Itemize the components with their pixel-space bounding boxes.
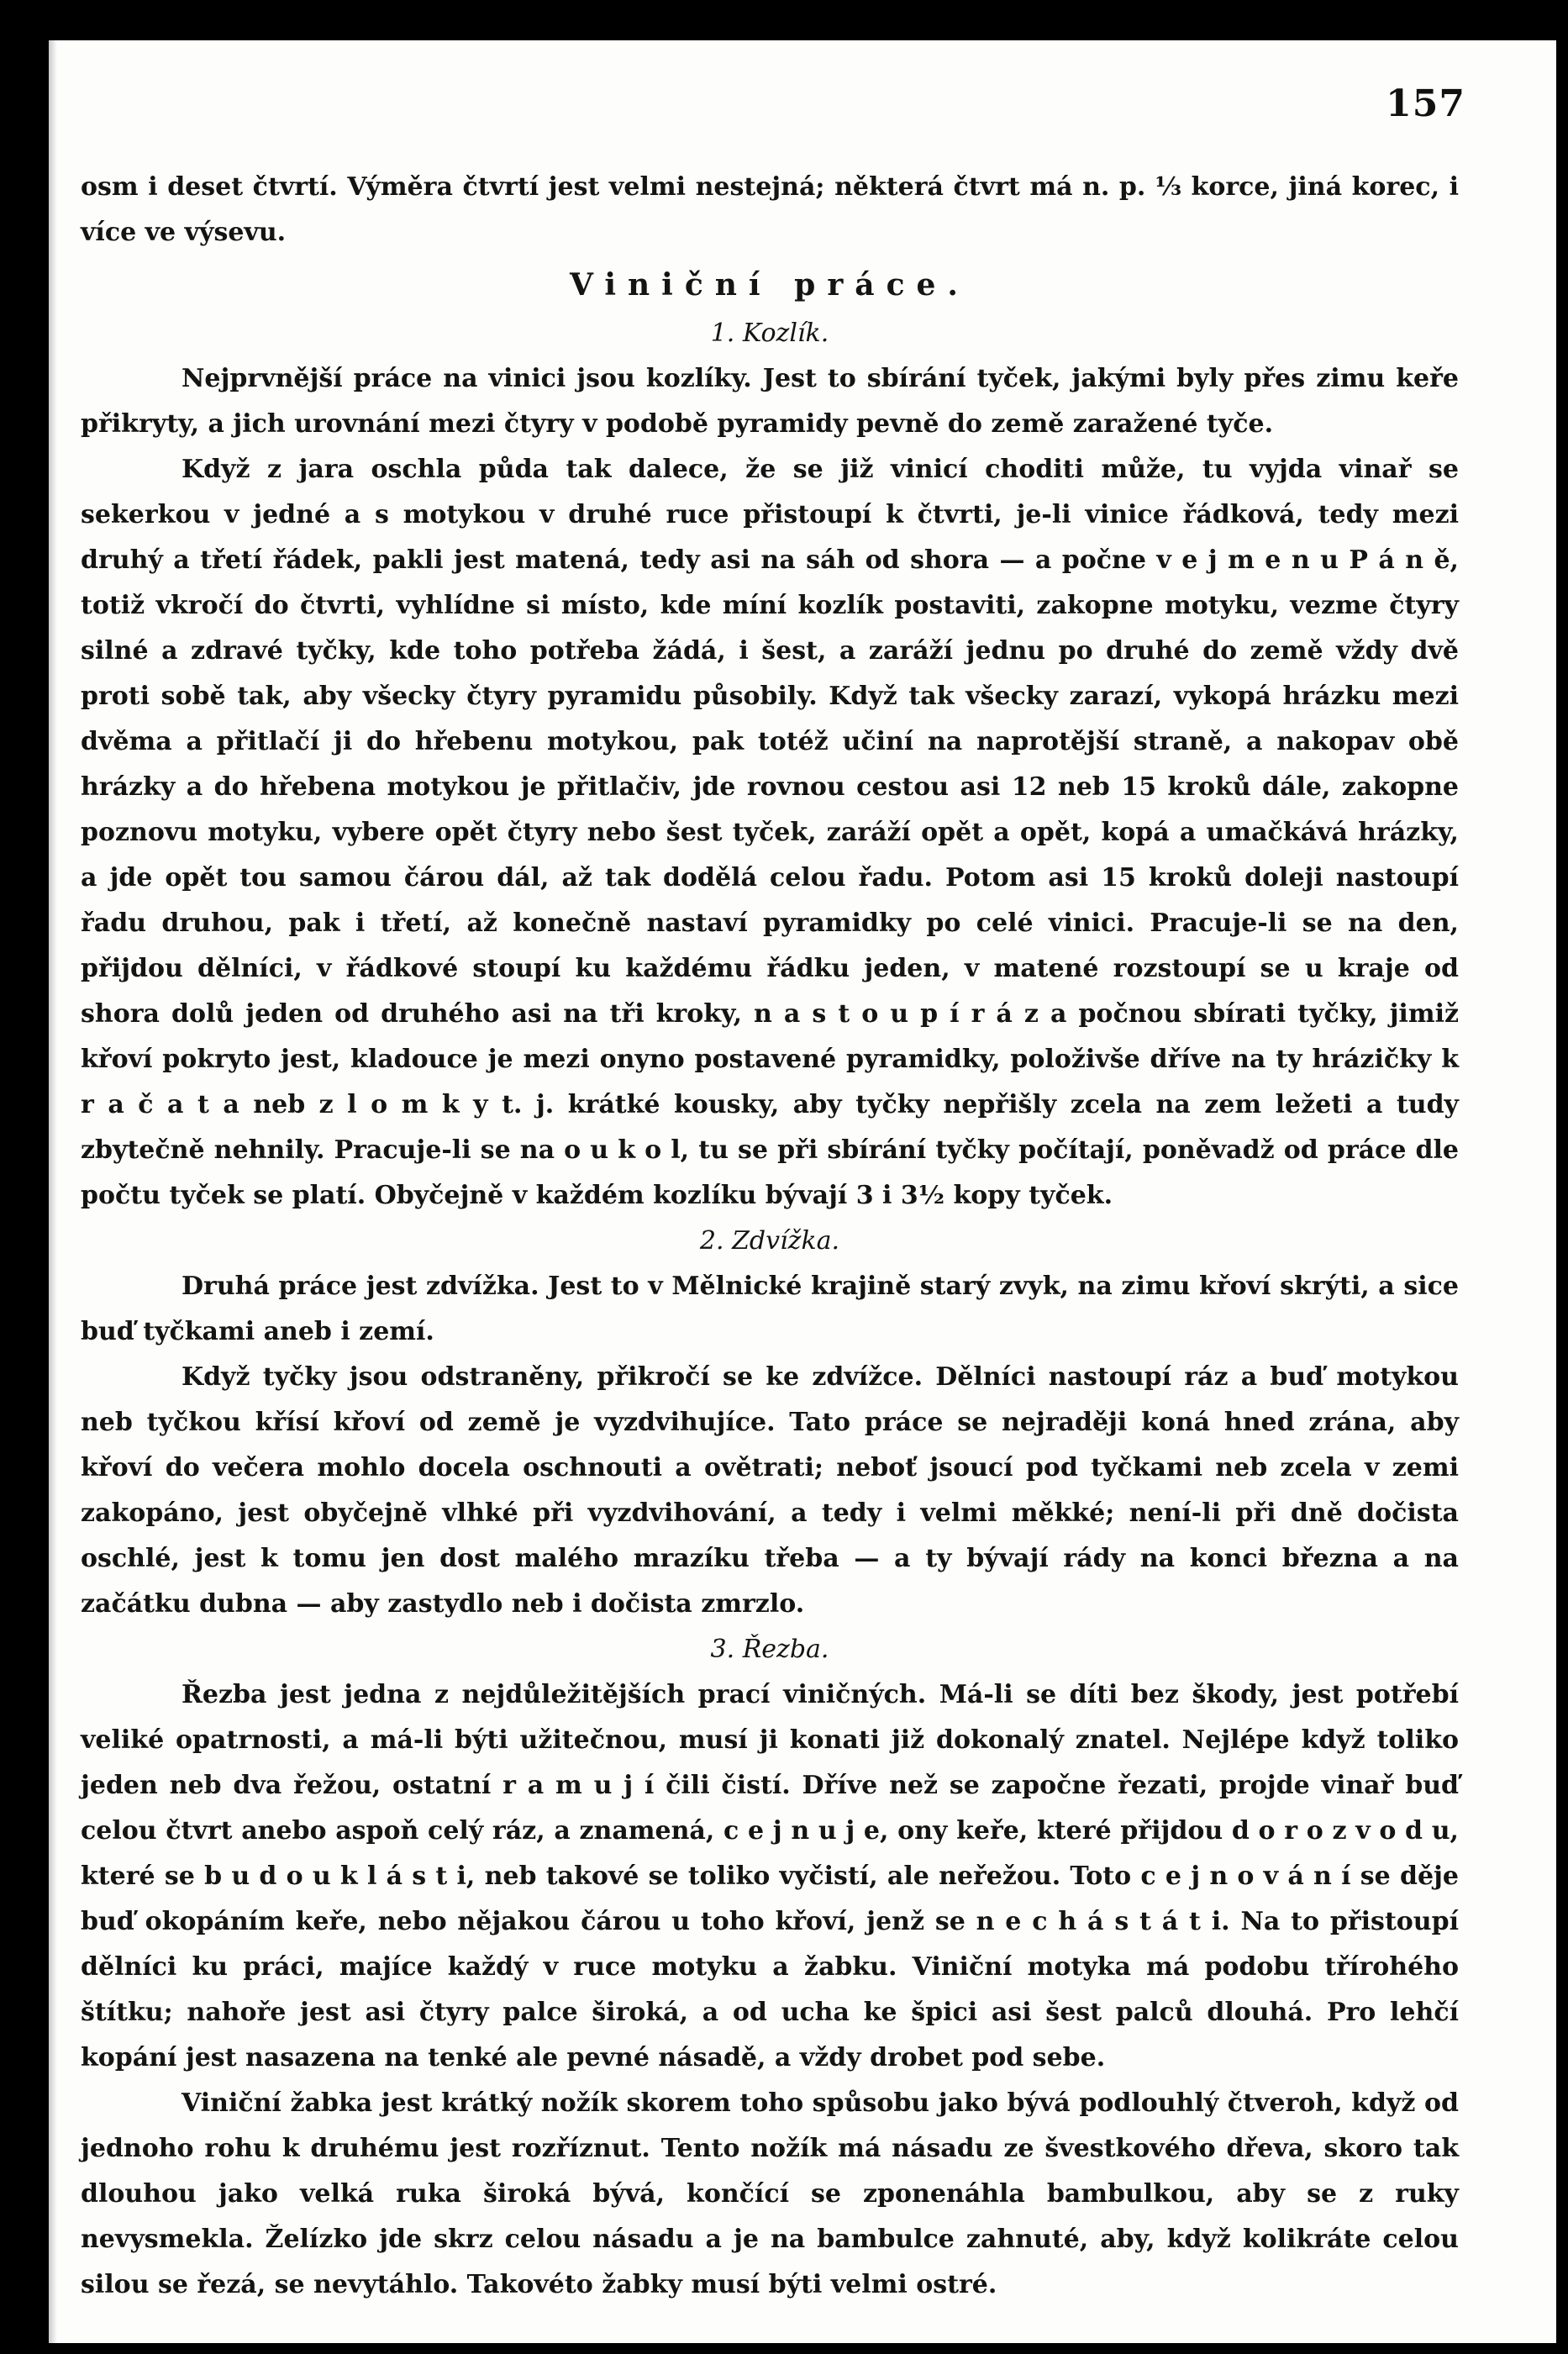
intro-paragraph: osm i deset čtvrtí. Výměra čtvrtí jest velmi nestejná; některá čtvrt má n. p. ⅓ korce, jiná korec, i více ve výsevu.: [81, 172, 1459, 247]
paragraph: Nejprvnější práce na vinici jsou kozlíky. Jest to sbírání tyček, jakými byly přes zimu keře přikryty, a jich urovnání mezi čtyry v podobě pyramidy pevně do země zaražené tyče.: [81, 364, 1459, 439]
section-heading-rezba: 3. Řezba.: [710, 1635, 829, 1664]
section-heading-zdvizka: 2. Zdvížka.: [699, 1226, 840, 1256]
paragraph: Druhá práce jest zdvížka. Jest to v Mělnické krajině starý zvyk, na zimu křoví skrýti, a sice buď tyčkami aneb i zemí.: [81, 1272, 1459, 1346]
paragraph: Když z jara oschla půda tak dalece, že se již vinicí choditi může, tu vyjda vinař se sekerkou v jedné a s motykou v druhé ruce přistoupí k čtvrti, je-li vinice řádková, tedy mezi druhý a třetí řádek, pakli jest matená, tedy asi na sáh od shora — a počne v e j m e n u P á n ě, totiž vkročí do čtvrti, vyhlídne si místo, kde míní kozlík postaviti, zakopne motyku, vezme čtyry silné a zdravé tyčky, kde toho potřeba žádá, i šest, a zaráží jednu po druhé do země vždy dvě proti sobě tak, aby všecky čtyry pyramidu působily. Když tak všecky zarazí, vykopá hrázku mezi dvěma a přitlačí ji do hřebenu motykou, pak totéž učiní na naprotější straně, a nakopav obě hrázky a do hřebena motykou je přitlačiv, jde rovnou cestou asi 12 neb 15 kroků dále, zakopne poznovu motyku, vybere opět čtyry nebo šest tyček, zaráží opět a opět, kopá a umačkává hrázky, a jde opět tou samou čárou dál, až tak dodělá celou řadu. Potom asi 15 kroků doleji nastoupí řadu druhou, pak i třetí, až konečně nastaví pyramidky po celé vinici. Pracuje-li se na den, přijdou dělníci, v řádkové stoupí ku každému řádku jeden, v matené rozstoupí se u kraje od shora dolů jeden od druhého asi na tři kroky, n a s t o u p í r á z a počnou sbírati tyčky, jimiž křoví pokryto jest, kladouce je mezi onyno postavené pyramidky, položivše dříve na ty hrázičky k r a č a t a neb z l o m k y t. j. krátké kousky, aby tyčky nepřišly zcela na zem ležeti a tudy zbytečně nehnily. Pracuje-li se na o u k o l, tu se při sbírání tyčky počítají, poněvadž od práce dle počtu tyček se platí. Obyčejně v každém kozlíku bývají 3 i 3½ kopy tyček.: [81, 455, 1459, 1210]
page-body: [81, 165, 1459, 2308]
paragraph: Když tyčky jsou odstraněny, přikročí se ke zdvížce. Dělníci nastoupí ráz a buď motykou neb tyčkou křísí křoví od země je vyzdvihujíce. Tato práce se nejraději koná hned zrána, aby křoví do večera mohlo docela oschnouti a ovětrati; neboť jsoucí pod tyčkami neb zcela v zemi zakopáno, jest obyčejně vlhké při vyzdvihování, a tedy i velmi měkké; není-li při dně dočista oschlé, jest k tomu jen dost malého mrazíku třeba — a ty bývají rády na konci března a na začátku dubna — aby zastydlo neb i dočista zmrzlo.: [81, 1362, 1459, 1619]
page-edge-shadow: [49, 40, 57, 2343]
paragraph: Viniční žabka jest krátký nožík skorem toho spůsobu jako bývá podlouhlý čtveroh, když od jednoho rohu k druhému jest rozříznut. Tento nožík má násadu ze švestkového dřeva, skoro tak dlouhou jako velká ruka široká bývá, končící se zponenáhla bambulkou, aby se z ruky nevysmekla. Želízko jde skrz celou násadu a je na bambulce zahnuté, aby, když kolikráte celou silou se řezá, se nevytáhlo. Takovéto žabky musí býti velmi ostré.: [81, 2088, 1459, 2299]
page-number: 157: [1386, 82, 1465, 125]
chapter-title: Viniční práce.: [570, 267, 970, 303]
paragraph: Řezba jest jedna z nejdůležitějších prací viničných. Má-li se díti bez škody, jest potřebí veliké opatrnosti, a má-li býti užitečnou, musí ji konati již dokonalý znatel. Nejlépe když toliko jeden neb dva řežou, ostatní r a m u j í čili čistí. Dříve než se započne řezati, projde vinař buď celou čtvrt anebo aspoň celý ráz, a znamená, c e j n u j e, ony keře, které přijdou d o r o z v o d u, které se b u d o u k l á s t i, neb takové se toliko vyčistí, ale neřežou. Toto c e j n o v á n í se děje buď okopáním keře, nebo nějakou čárou u toho křoví, jenž se n e c h á s t á t i. Na to přistoupí dělníci ku práci, majíce každý v ruce motyku a žabku. Viniční motyka má podobu třírohého štítku; nahoře jest asi čtyry palce široká, a od ucha ke špici asi šest palců dlouhá. Pro lehčí kopání jest nasazena na tenké ale pevné násadě, a vždy drobet pod sebe.: [81, 1680, 1459, 2072]
book-page: [49, 40, 1556, 2343]
section-heading-kozlik: 1. Kozlík.: [710, 319, 829, 348]
